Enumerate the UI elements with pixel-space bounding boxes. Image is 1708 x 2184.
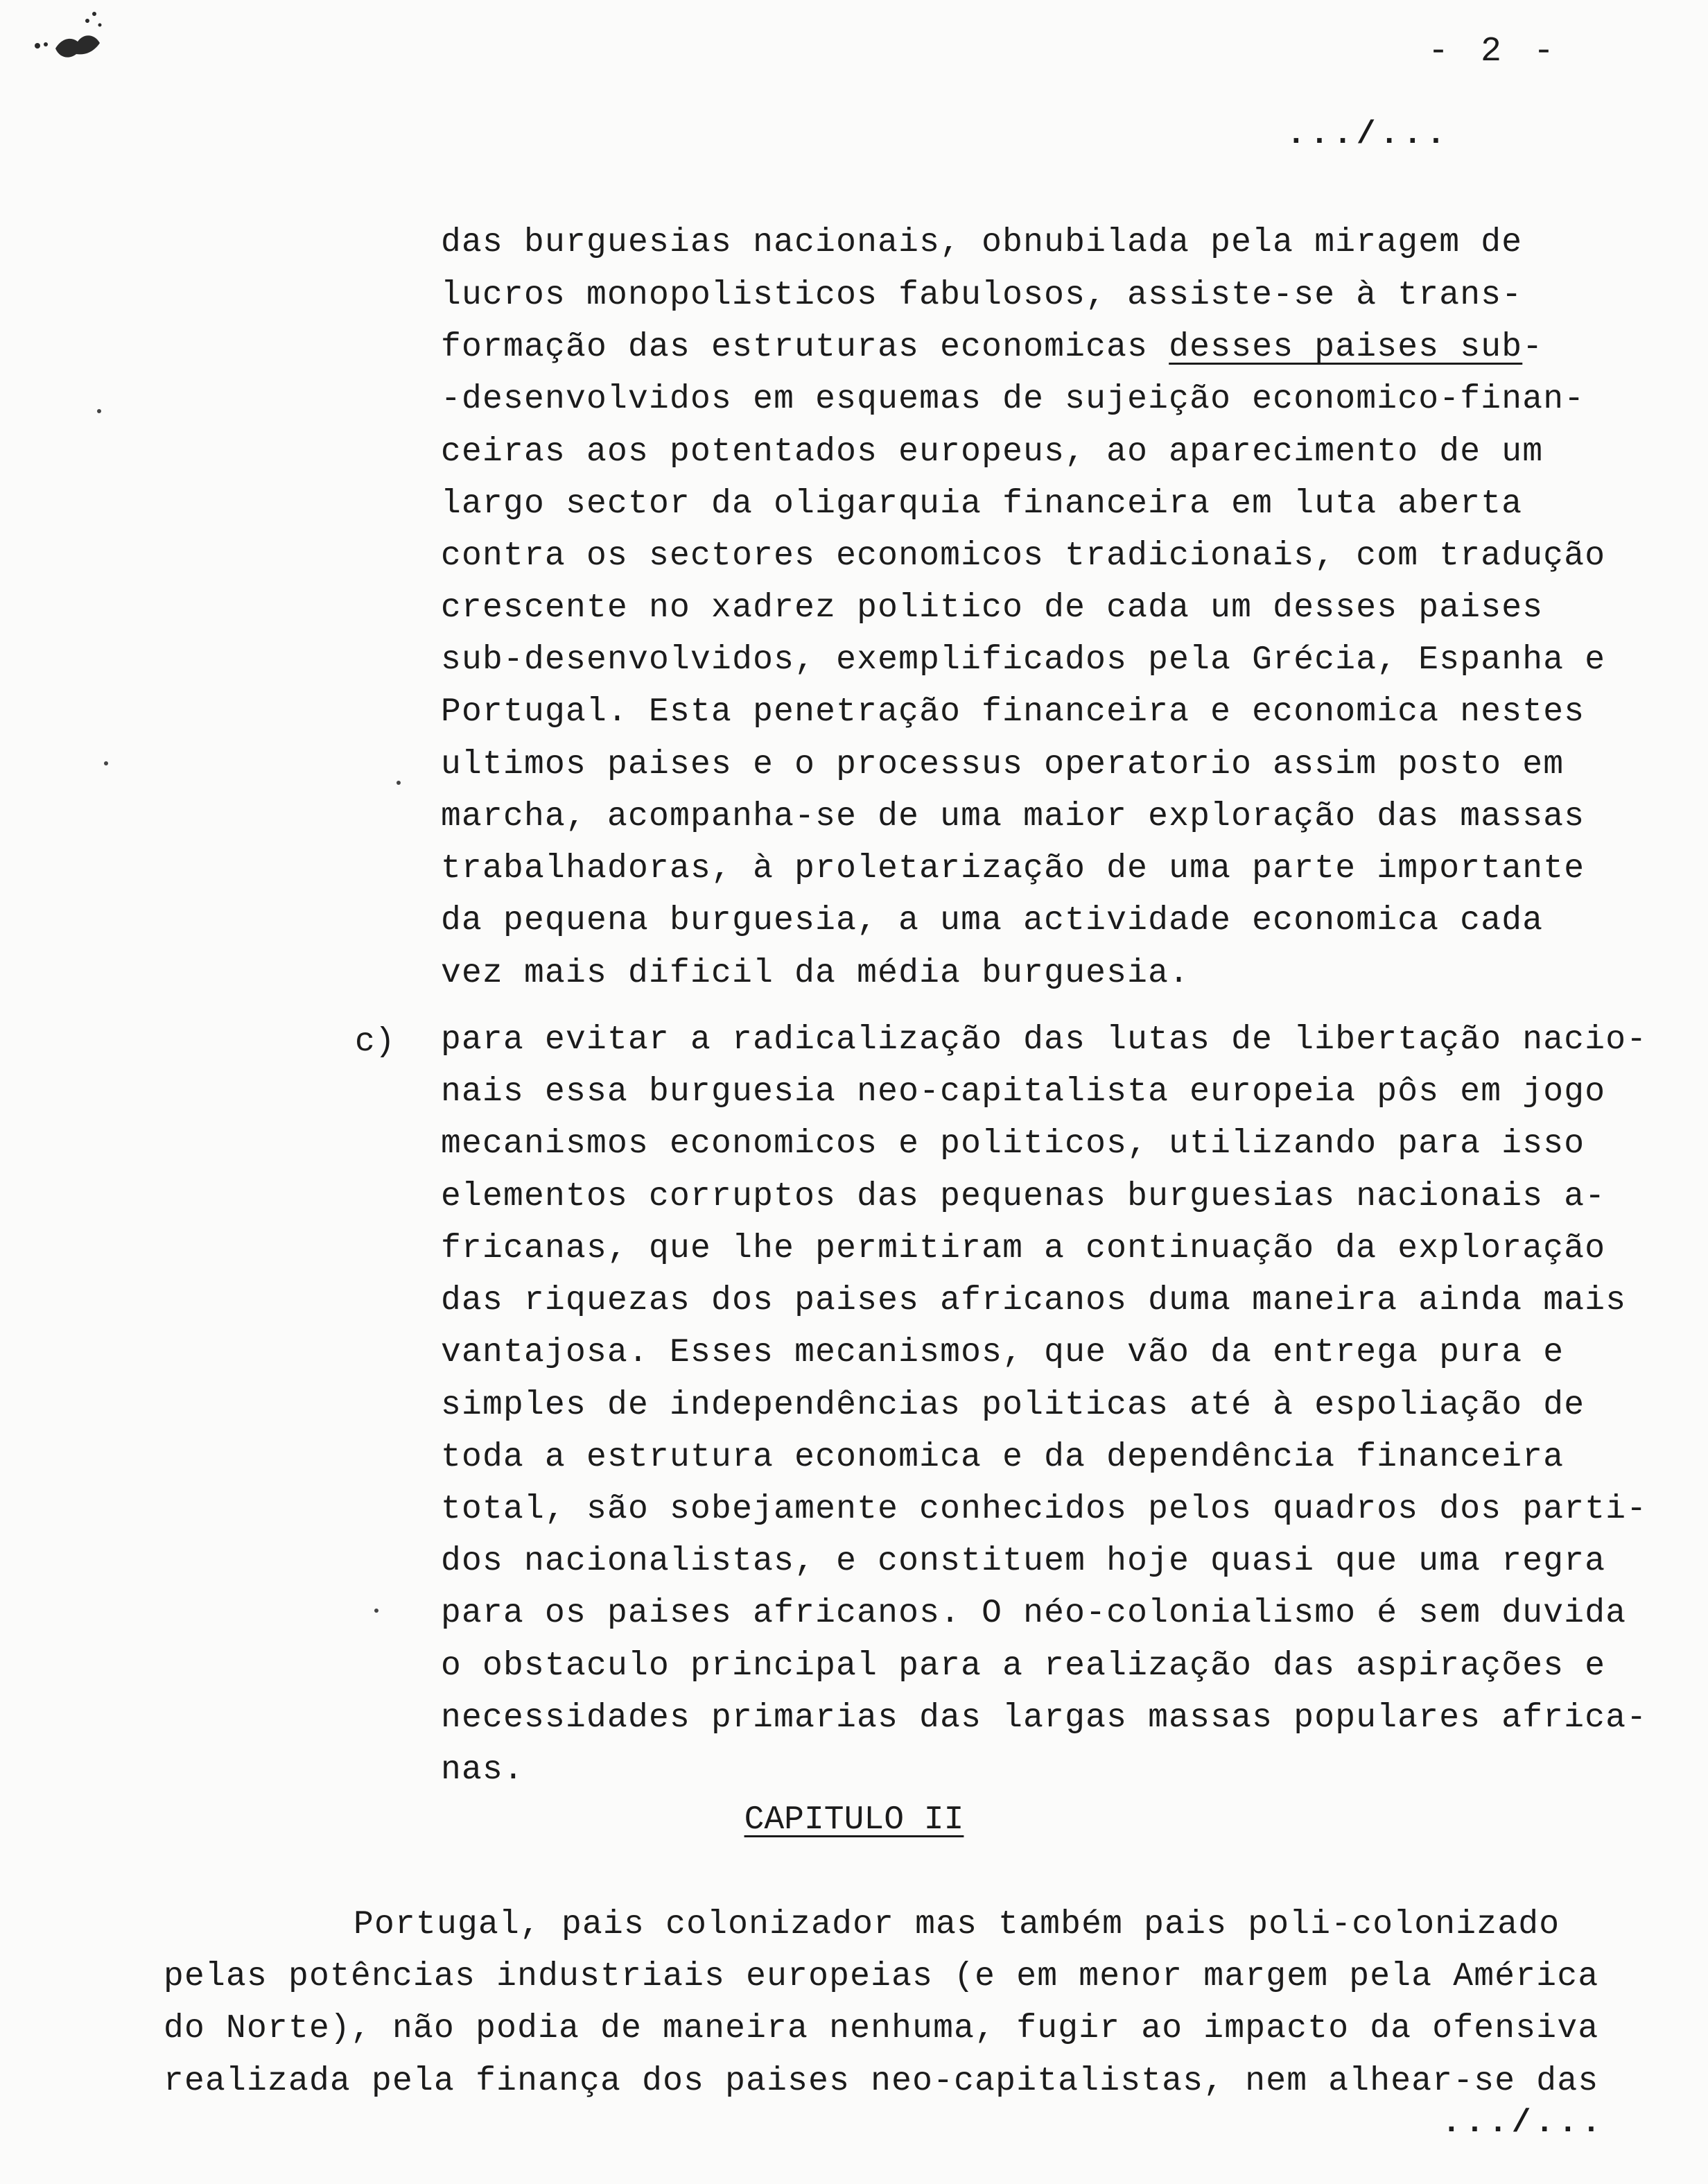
text-line: lucros monopolisticos fabulosos, assiste-se à trans-	[441, 277, 1523, 314]
page-number: - 2 -	[1428, 32, 1560, 71]
chapter-heading: CAPITULO II	[744, 1801, 964, 1839]
speck	[397, 781, 401, 785]
text-line: ceiras aos potentados europeus, ao aparecimento de um	[441, 433, 1544, 471]
text-line: -desenvolvidos em esquemas de sujeição economico-finan-	[441, 381, 1585, 418]
text-line: dos nacionalistas, e constituem hoje quasi que uma regra	[441, 1543, 1606, 1580]
continuation-marker-top: .../...	[1287, 116, 1450, 153]
continuation-marker-bottom: .../...	[1442, 2105, 1605, 2141]
text-line: contra os sectores economicos tradicionais, com tradução	[441, 537, 1606, 575]
text-line: trabalhadoras, à proletarização de uma parte importante	[441, 850, 1585, 887]
speck	[104, 761, 108, 765]
text-line: vantajosa. Esses mecanismos, que vão da entrega pura e	[441, 1334, 1565, 1371]
text-line: Portugal. Esta penetração financeira e economica nestes	[441, 693, 1585, 731]
speck	[97, 409, 101, 413]
text-line: necessidades primarias das largas massas populares africa-	[441, 1699, 1648, 1737]
text-line: crescente no xadrez politico de cada um desses paises	[441, 589, 1544, 627]
text-line: vez mais dificil da média burguesia.	[441, 955, 1190, 992]
text-line: formação das estruturas economicas desses paises sub-	[441, 329, 1544, 366]
list-marker-c: c)	[355, 1023, 395, 1061]
ink-blot-mark	[28, 6, 111, 68]
text-line: o obstaculo principal para a realização das aspirações e	[441, 1647, 1606, 1685]
text-segment: formação das estruturas economicas	[441, 329, 1169, 366]
speck	[374, 1609, 378, 1613]
text-line: pelas potências industriais europeias (e em menor margem pela América	[164, 1958, 1599, 1995]
text-line: simples de independências politicas até à espoliação de	[441, 1387, 1585, 1424]
text-line: largo sector da oligarquia financeira em luta aberta	[441, 485, 1523, 523]
text-line: sub-desenvolvidos, exemplificados pela Grécia, Espanha e	[441, 641, 1606, 679]
text-line: fricanas, que lhe permitiram a continuação da exploração	[441, 1230, 1606, 1267]
text-line: da pequena burguesia, a uma actividade economica cada	[441, 902, 1544, 939]
text-line: das riquezas dos paises africanos duma maneira ainda mais	[441, 1282, 1627, 1319]
text-line: das burguesias nacionais, obnubilada pela miragem de	[441, 224, 1523, 261]
text-line: para evitar a radicalização das lutas de libertação nacio-	[441, 1021, 1648, 1059]
underlined-text: desses paises sub	[1169, 329, 1523, 366]
text-line: nas.	[441, 1751, 525, 1789]
text-line: realizada pela finança dos paises neo-capitalistas, nem alhear-se das	[164, 2063, 1599, 2100]
text-line: elementos corruptos das pequenas burguesias nacionais a-	[441, 1178, 1606, 1215]
text-line: nais essa burguesia neo-capitalista europeia pôs em jogo	[441, 1073, 1606, 1111]
text-line: total, são sobejamente conhecidos pelos quadros dos parti-	[441, 1491, 1648, 1528]
text-line: Portugal, pais colonizador mas também pais poli-colonizado	[354, 1906, 1560, 1943]
text-line: marcha, acompanha-se de uma maior exploração das massas	[441, 798, 1585, 835]
text-line: mecanismos economicos e politicos, utilizando para isso	[441, 1125, 1585, 1163]
text-line: ultimos paises e o processus operatorio assim posto em	[441, 746, 1565, 783]
text-line: para os paises africanos. O néo-colonialismo é sem duvida	[441, 1595, 1627, 1632]
text-line: toda a estrutura economica e da dependência financeira	[441, 1439, 1565, 1476]
text-line: do Norte), não podia de maneira nenhuma, fugir ao impacto da ofensiva	[164, 2010, 1599, 2047]
